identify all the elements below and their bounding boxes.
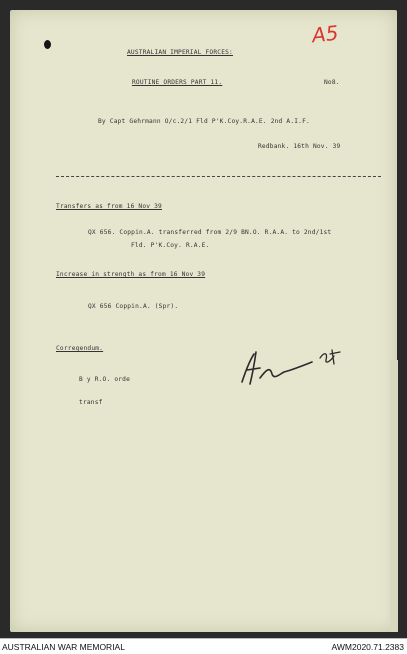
transfers-heading: Transfers as from 16 Nov 39 [56, 203, 162, 210]
document-title: AUSTRALIAN IMPERIAL FORCES: [127, 49, 233, 56]
corrigendum-heading: Corregendum. [56, 345, 104, 352]
increase-line-1: QX 656 Coppin.A. (Spr). [88, 303, 179, 310]
corrigendum-line-2: transf [79, 399, 103, 406]
document-page [10, 10, 397, 632]
order-number: No8. [324, 79, 340, 86]
footer-bar [0, 638, 407, 654]
section-divider [56, 176, 381, 177]
footer-source: AUSTRALIAN WAR MEMORIAL [2, 642, 125, 652]
footer-reference: AWM2020.71.2383 [331, 642, 404, 652]
transfers-line-1: QX 656. Coppin.A. transferred from 2/9 BN.O. R.A.A. to 2nd/1st [88, 229, 332, 236]
page-fold [390, 360, 398, 632]
corrigendum-line-1: B y R.O. orde [79, 376, 131, 383]
handwritten-signature [236, 340, 348, 390]
handwritten-annotation: A5 [310, 20, 340, 48]
binder-hole [44, 40, 51, 49]
issued-by: By Capt Gehrmann O/c.2/1 Fld P'K.Coy.R.A.E. 2nd A.I.F. [98, 118, 310, 125]
increase-heading: Increase in strength as from 16 Nov 39 [56, 271, 206, 278]
place-date: Redbank. 16th Nov. 39 [258, 143, 341, 150]
transfers-line-2: Fld. P'K.Coy. R.A.E. [131, 242, 210, 249]
document-subtitle: ROUTINE ORDERS PART 11. [132, 79, 223, 86]
